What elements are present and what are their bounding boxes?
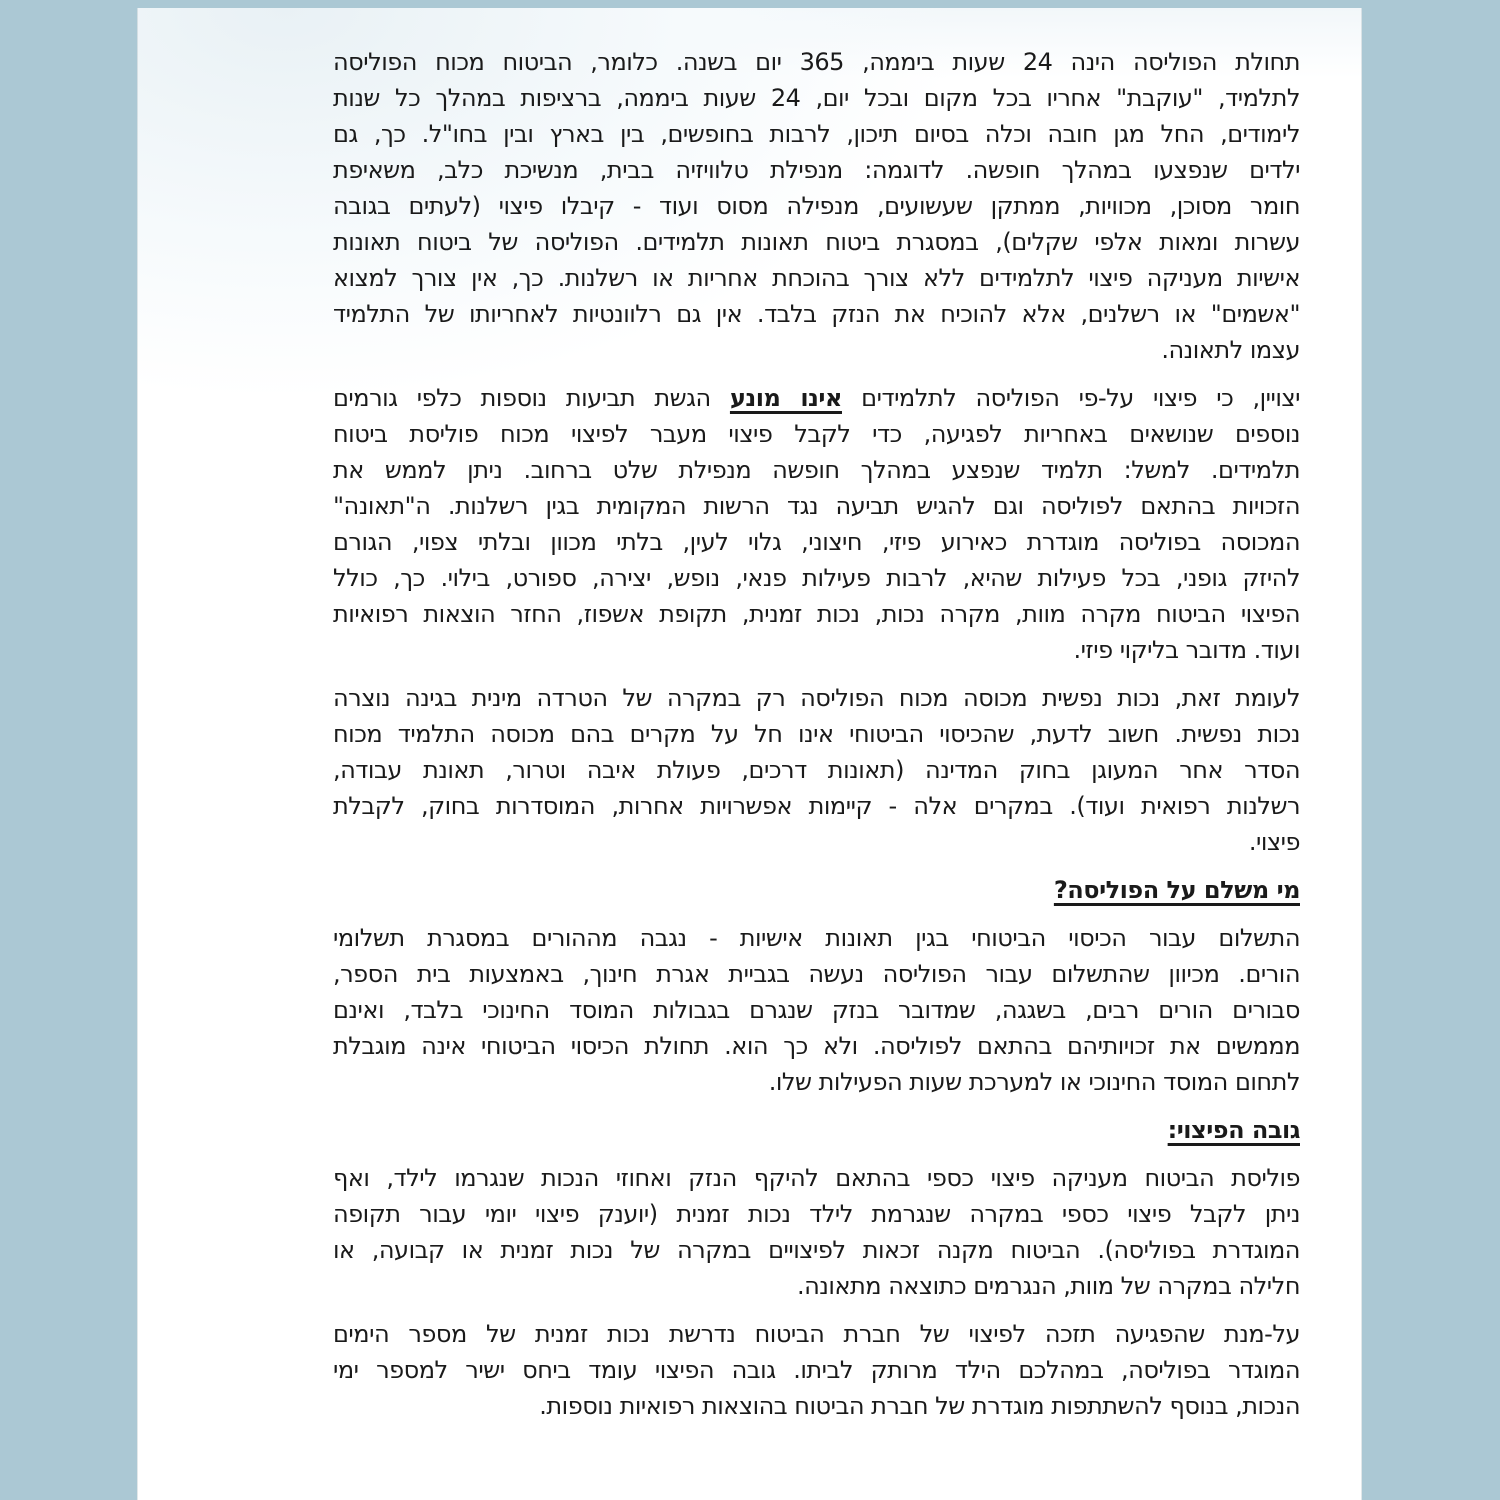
- text-segment: תחולת הפוליסה הינה 24 שעות ביממה, 365 יום בשנה. כלומר, הביטוח מכוח הפוליסה: [333, 48, 1300, 76]
- text-segment: הזכויות בהתאם לפוליסה וגם להגיש תביעה נגד הרשות המקומית בגין רשלנות. ה"תאונה": [333, 492, 1300, 520]
- emphasized-text: גובה הפיצוי:: [1167, 1116, 1300, 1144]
- paragraph: [333, 1160, 1300, 1304]
- text-line: [333, 416, 1300, 452]
- text-line: [333, 632, 1300, 668]
- text-line: [333, 1064, 1300, 1100]
- text-line: [333, 956, 1300, 992]
- text-line: [333, 188, 1300, 224]
- text-line: [333, 560, 1300, 596]
- text-segment: המוגדר בפוליסה, במהלכם הילד מרותק לביתו. גובה הפיצוי עומד ביחס ישיר למספר ימי: [333, 1356, 1300, 1384]
- text-line: [333, 44, 1300, 80]
- text-line: [333, 788, 1300, 824]
- text-segment: "אשמים" או רשלנים, אלא להוכיח את הנזק בלבד. אין גם רלוונטיות לאחריותו של התלמיד: [333, 300, 1300, 328]
- paragraph: [333, 1316, 1300, 1424]
- text-segment: נוספים שנושאים באחריות לפגיעה, כדי לקבל פיצוי מעבר לפיצוי מכוח פוליסת ביטוח: [333, 420, 1300, 448]
- text-line: [333, 80, 1300, 116]
- text-segment: ילדים שנפצעו במהלך חופשה. לדוגמה: מנפילת טלוויזיה בבית, מנשיכת כלב, משאיפת: [333, 156, 1300, 184]
- paragraph: [333, 380, 1300, 668]
- paragraph: [333, 680, 1300, 860]
- text-segment: המכוסה בפוליסה מוגדרת כאירוע פיזי, חיצוני, גלוי לעין, בלתי מכוון ובלתי צפוי, הגורם: [333, 528, 1300, 556]
- heading-line: [333, 872, 1300, 908]
- text-segment: הנכות, בנוסף להשתתפות מוגדרת של חברת הביטוח בהוצאות רפואיות נוספות.: [539, 1392, 1300, 1420]
- text-line: [333, 296, 1300, 332]
- document-content: [333, 44, 1300, 1436]
- text-segment: עשרות ומאות אלפי שקלים), במסגרת ביטוח תאונות תלמידים. הפוליסה של ביטוח תאונות: [333, 228, 1300, 256]
- text-line: [333, 152, 1300, 188]
- text-segment: מממשים את זכויותיהם בהתאם לפוליסה. ולא כך הוא. תחולת הכיסוי הביטוחי אינה מוגבלת: [333, 1032, 1300, 1060]
- text-segment: ניתן לקבל פיצוי כספי במקרה שנגרמת לילד נכות זמנית (יוענק פיצוי יומי עבור תקופה: [333, 1200, 1300, 1228]
- text-segment: פיצוי.: [1248, 828, 1300, 856]
- text-segment: נכות נפשית. חשוב לדעת, שהכיסוי הביטוחי אינו חל על מקרים בהם מכוסה התלמיד מכוח: [333, 720, 1300, 748]
- text-segment: על-מנת שהפגיעה תזכה לפיצוי של חברת הביטוח נדרשת נכות זמנית של מספר הימים: [333, 1320, 1300, 1348]
- text-line: [333, 1316, 1300, 1352]
- text-segment: חלילה במקרה של מוות, הנגרמים כתוצאה מתאונה.: [797, 1272, 1300, 1300]
- emphasized-text: אינו מונע: [729, 384, 842, 412]
- text-segment: המוגדרת בפוליסה). הביטוח מקנה זכאות לפיצויים במקרה של נכות זמנית או קבועה, או: [333, 1236, 1300, 1264]
- text-segment: הורים. מכיוון שהתשלום עבור הפוליסה נעשה בגביית אגרת חינוך, באמצעות בית הספר,: [333, 960, 1300, 988]
- text-segment: רשלנות רפואית ועוד). במקרים אלה - קיימות אפשרויות אחרות, המוסדרות בחוק, לקבלת: [333, 792, 1300, 820]
- text-line: [333, 992, 1300, 1028]
- text-segment: חומר מסוכן, מכוויות, ממתקן שעשועים, מנפילה מסוס ועוד - קיבלו פיצוי (לעתים בגובה: [333, 192, 1300, 220]
- paragraph: [333, 44, 1300, 368]
- text-segment: עצמו לתאונה.: [1161, 336, 1300, 364]
- text-segment: הגשת תביעות נוספות כלפי גורמים: [333, 384, 730, 412]
- text-segment: הפיצוי הביטוח מקרה מוות, מקרה נכות, נכות זמנית, תקופת אשפוז, החזר הוצאות רפואיות: [333, 600, 1300, 628]
- text-line: [333, 596, 1300, 632]
- text-line: [333, 716, 1300, 752]
- text-line: [333, 824, 1300, 860]
- text-segment: אישיות מעניקה פיצוי לתלמידים ללא צורך בהוכחת אחריות או רשלנות. כך, אין צורך למצוא: [333, 264, 1300, 292]
- text-line: [333, 116, 1300, 152]
- text-line: [333, 1388, 1300, 1424]
- text-line: [333, 524, 1300, 560]
- text-segment: הסדר אחר המעוגן בחוק המדינה (תאונות דרכים, פעולת איבה וטרור, תאונת עבודה,: [333, 756, 1300, 784]
- text-line: [333, 680, 1300, 716]
- text-segment: סבורים הורים רבים, בשגגה, שמדובר בנזק שנגרם בגבולות המוסד החינוכי בלבד, ואינם: [333, 996, 1300, 1024]
- text-line: [333, 332, 1300, 368]
- section-heading: [333, 1112, 1300, 1148]
- text-line: [333, 260, 1300, 296]
- text-segment: ועוד. מדובר בליקוי פיזי.: [1073, 636, 1300, 664]
- text-line: [333, 488, 1300, 524]
- heading-line: [333, 1112, 1300, 1148]
- text-line: [333, 452, 1300, 488]
- text-segment: לתחום המוסד החינוכי או למערכת שעות הפעילות שלו.: [768, 1068, 1300, 1096]
- text-segment: התשלום עבור הכיסוי הביטוחי בגין תאונות אישיות - נגבה מההורים במסגרת תשלומי: [333, 924, 1300, 952]
- text-line: [333, 1232, 1300, 1268]
- text-segment: פוליסת הביטוח מעניקה פיצוי כספי בהתאם להיקף הנזק ואחוזי הנכות שנגרמו לילד, ואף: [333, 1164, 1300, 1192]
- text-line: [333, 752, 1300, 788]
- text-line: [333, 1160, 1300, 1196]
- text-line: [333, 224, 1300, 260]
- text-segment: לימודים, החל מגן חובה וכלה בסיום תיכון, לרבות בחופשים, בין בארץ ובין בחו"ל. כך, גם: [333, 120, 1300, 148]
- text-line: [333, 1028, 1300, 1064]
- text-line: [333, 380, 1300, 416]
- text-segment: לתלמיד, "עוקבת" אחריו בכל מקום ובכל יום, 24 שעות ביממה, ברציפות במהלך כל שנות: [333, 84, 1300, 112]
- text-segment: להיזק גופני, בכל פעילות שהיא, לרבות פעילות פנאי, נופש, יצירה, ספורט, בילוי. כך, כולל: [333, 564, 1300, 592]
- section-heading: [333, 872, 1300, 908]
- paragraph: [333, 920, 1300, 1100]
- text-segment: יצויין, כי פיצוי על-פי הפוליסה לתלמידים: [841, 384, 1300, 412]
- emphasized-text: מי משלם על הפוליסה?: [1053, 876, 1300, 904]
- text-line: [333, 1352, 1300, 1388]
- text-segment: לעומת זאת, נכות נפשית מכוסה מכוח הפוליסה רק במקרה של הטרדה מינית בגינה נוצרה: [333, 684, 1300, 712]
- text-line: [333, 1196, 1300, 1232]
- text-segment: תלמידים. למשל: תלמיד שנפצע במהלך חופשה מנפילת שלט ברחוב. ניתן לממש את: [333, 456, 1300, 484]
- text-line: [333, 920, 1300, 956]
- document-page: [137, 8, 1362, 1500]
- text-line: [333, 1268, 1300, 1304]
